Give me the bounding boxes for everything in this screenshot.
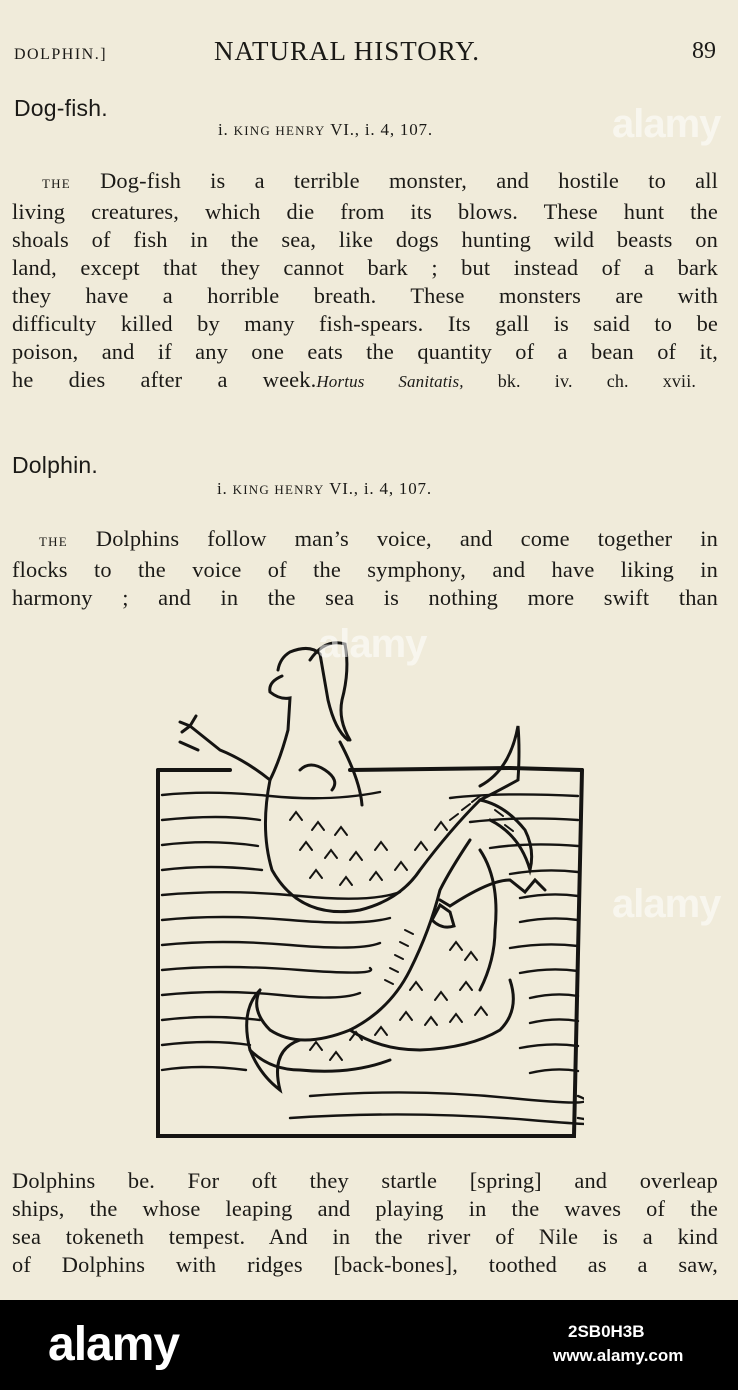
text-line: living creatures, which die from its blows. These hunt the [12,199,718,224]
text-line: Dolphins be. For oft they startle [spring] and overleap [12,1168,718,1193]
reference-king: KING HENRY [233,123,326,138]
text-line: poison, and if any one eats the quantity of a bean of it, [12,339,718,364]
section-heading-dolphin: Dolphin. [12,452,98,478]
section-heading-dogfish: Dog-fish. [14,95,108,121]
text-line: of Dolphins with ridges [back-bones], toothed as a saw, [12,1252,718,1277]
text-line: land, except that they cannot bark ; but instead of a bark [12,255,718,280]
text-line: they have a horrible breath. These monsters are with [12,283,718,308]
running-head-title: NATURAL HISTORY. [214,36,481,66]
paragraph-dolphin [12,525,718,612]
text-line: he dies after a week.Hortus Sanitatis, bk. iv. ch. xvii. [12,366,718,396]
text-line: difficulty killed by many fish-spears. Its gall is said to be [12,311,718,336]
citation [316,371,718,391]
text-line: ships, the whose leaping and playing in the waves of the [12,1196,718,1221]
citation-detail: bk. iv. ch. xvii. [497,371,697,391]
site-url: www.alamy.com [553,1346,684,1365]
alamy-logo: alamy [48,1318,180,1371]
paragraph-dogfish [12,167,718,396]
opening-word: THE [42,176,71,191]
text-line: THE Dolphins follow man’s voice, and come together in [12,525,718,556]
running-head-left: DOLPHIN.] [14,46,108,63]
reference-prefix: i. [218,120,229,139]
paragraph-dolphin-continued [12,1167,718,1279]
reference-dogfish [218,120,433,140]
text-line: flocks to the voice of the symphony, and have liking in [12,557,718,582]
reference-king: KING HENRY [232,482,325,497]
reference-suffix: VI., i. 4, 107. [329,479,432,498]
reference-prefix: i. [217,479,228,498]
image-id: 2SB0H3B [568,1322,645,1341]
watermark: alamy [612,882,721,926]
text-line: sea tokeneth tempest. And in the river of Nile is a kind [12,1224,718,1249]
text-line: shoals of fish in the sea, like dogs hunting wild beasts on [12,227,718,252]
watermark: alamy [612,102,721,146]
woodcut-mermaids-illustration [150,630,584,1142]
watermark: alamy [318,622,427,666]
reference-suffix: VI., i. 4, 107. [330,120,433,139]
page-number: 89 [692,38,716,64]
opening-word: THE [39,534,68,549]
citation-title: Hortus Sanitatis, [316,372,464,391]
text-line: THE Dog-fish is a terrible monster, and hostile to all [12,167,718,198]
reference-dolphin [217,479,432,499]
text-line: harmony ; and in the sea is nothing more swift than [12,585,718,610]
